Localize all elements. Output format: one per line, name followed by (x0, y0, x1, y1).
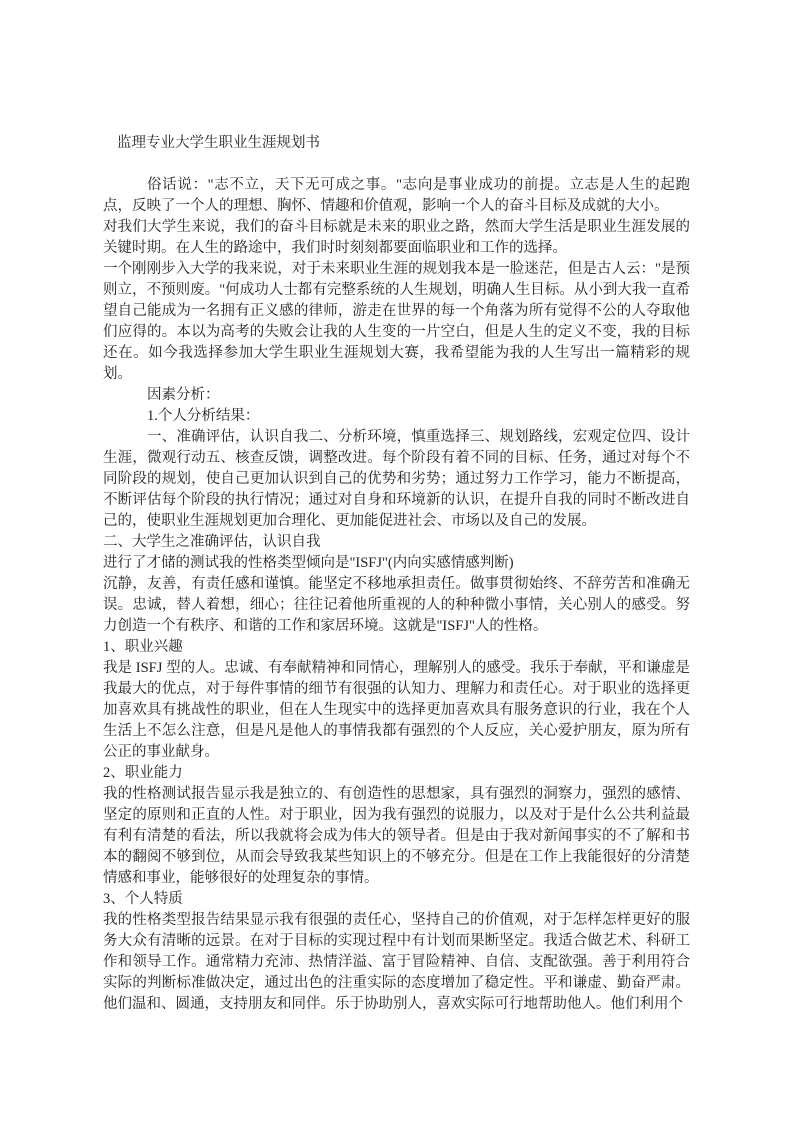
paragraph: 对我们大学生来说，我们的奋斗目标就是未来的职业之路，然而大学生活是职业生涯发展的关键时期。在人生的路途中，我们时时刻刻都要面临职业和工作的选择。 (103, 219, 690, 256)
paragraph-heading: 3、个人特质 (103, 891, 183, 907)
paragraph: 我的性格测试报告显示我是独立的、有创造性的思想家，具有强烈的洞察力，强烈的感情、坚定的原则和正直的人性。对于职业，因为我有强烈的说服力，以及对于是什么公共利益最有利有清楚的看法，所以我就将会成为伟大的领导者。但是由于我对新闻事实的不了解和书本的翻阅不够到位，从而会导致我某些知识上的不够充分。但是在工作上我能很好的分清楚情感和事业，能够很好的处理复杂的事情。 (103, 786, 690, 886)
paragraph: 进行了才储的测试我的性格类型倾向是"ISFJ"(内向实感情感判断) (103, 555, 514, 571)
paragraph: 1.个人分析结果： (147, 408, 260, 424)
paragraph-heading: 2、职业能力 (103, 765, 183, 781)
paragraph: 一、准确评估，认识自我二、分析环境，慎重选择三、规划路线，宏观定位四、设计生涯，微观行动五、核查反馈，调整改进。每个阶段有着不同的目标、任务，通过对每个不同阶段的规划，使自己更加认识到自己的优势和劣势；通过努力工作学习，能力不断提高，不断评估每个阶段的执行情况；通过对自身和环境新的认识，在提升自我的同时不断改进自己的，使职业生涯规划更加合理化、更加能促进社会、市场以及自己的发展。 (103, 429, 690, 529)
paragraph: 二、大学生之准确评估，认识自我 (103, 534, 321, 550)
paragraph: 我的性格类型报告结果显示我有很强的责任心，坚持自己的价值观，对于怎样怎样更好的服务大众有清晰的远景。在对于目标的实现过程中有计划而果断坚定。我适合做艺术、科研工作和领导工作。通常精力充沛、热情洋溢、富于冒险精神、自信、支配欲强。善于利用符合实际的判断标准做决定，通过出色的注重实际的态度增加了稳定性。平和谦虚、勤奋严肃。他们温和、圆通，支持朋友和同伴。乐于协助别人，喜欢实际可行地帮助他人。他们利用个 (103, 912, 690, 1012)
paragraph: 因素分析： (147, 387, 220, 403)
paragraph: 我是 ISFJ 型的人。忠诚、有奉献精神和同情心，理解别人的感受。我乐于奉献，平和谦虚是我最大的优点，对于每件事情的细节有很强的认知力、理解力和责任心。对于职业的选择更加喜欢具有挑战性的职业，但在人生现实中的选择更加喜欢具有服务意识的行业，我在个人生活上不怎么注意，但是凡是他人的事情我都有强烈的个人反应，关心爱护朋友，原为所有公正的事业献身。 (103, 660, 690, 760)
paragraph: 俗话说："志不立，天下无可成之事。"志向是事业成功的前提。立志是人生的起跑点，反映了一个人的理想、胸怀、情趣和价值观，影响一个人的奋斗目标及成就的大小。 (103, 177, 690, 214)
paragraph: 沉静，友善，有责任感和谨慎。能坚定不移地承担责任。做事贯彻始终、不辞劳苦和准确无误。忠诚，替人着想，细心；往往记着他所重视的人的种种微小事情，关心别人的感受。努力创造一个有秩序、和谐的工作和家居环境。这就是"ISFJ"人的性格。 (103, 576, 690, 634)
paragraph: 一个刚刚步入大学的我来说，对于未来职业生涯的规划我本是一脸迷茫，但是古人云："是预则立，不预则废。"何成功人士都有完整系统的人生规划，明确人生目标。从小到大我一直希望自己能成为一名拥有正义感的律师，游走在世界的每一个角落为所有觉得不公的人夺取他们应得的。本以为高考的失败会让我的人生变的一片空白，但是人生的定义不变，我的目标还在。如今我选择参加大学生职业生涯规划大赛，我希望能为我的人生写出一篇精彩的规划。 (103, 261, 690, 382)
document-title: 监理专业大学生职业生涯规划书 (117, 135, 320, 151)
paragraph-heading: 1、职业兴趣 (103, 639, 183, 655)
document-body (103, 133, 690, 1015)
